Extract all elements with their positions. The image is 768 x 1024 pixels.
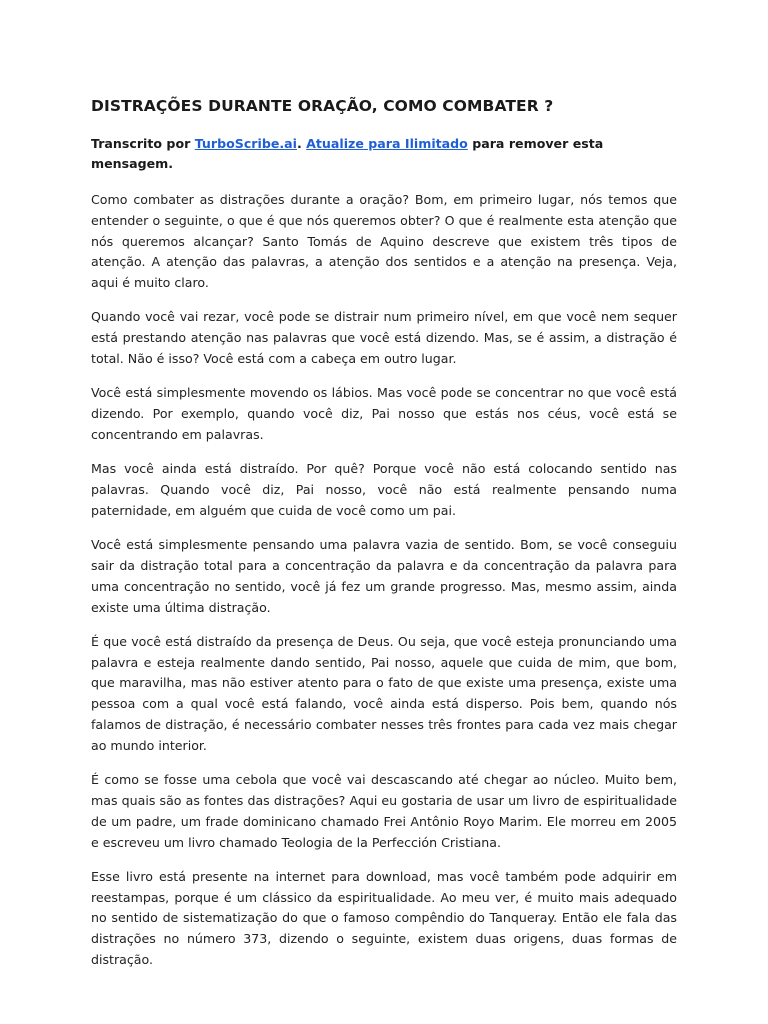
- upgrade-unlimited-link[interactable]: Atualize para Ilimitado: [306, 136, 468, 151]
- notice-prefix: Transcrito por: [91, 136, 195, 151]
- paragraph: Esse livro está presente na internet para download, mas você também pode adquirir em reestampas, porque é um clássico da espiritualidade. Ao meu ver, é muito mais adequado no sentido de sistematização do que o famoso compêndio do Tanqueray. Então ele fala das distrações no número 373, dizendo o seguinte, existem duas origens, duas formas de distração.: [91, 868, 677, 967]
- paragraph: Você está simplesmente pensando uma palavra vazia de sentido. Bom, se você conseguiu sair da distração total para a concentração da palavra e da concentração da palavra para uma concentração no sentido, você já fez um grande progresso. Mas, mesmo assim, ainda existe uma última distração.: [91, 537, 677, 615]
- notice-suffix: para remover esta mensagem.: [91, 136, 604, 171]
- turboscribe-link[interactable]: TurboScribe.ai: [194, 136, 297, 151]
- notice-separator: .: [296, 136, 307, 151]
- paragraph: Como combater as distrações durante a oração? Bom, em primeiro lugar, nós temos que entender o seguinte, o que é que nós queremos obter? O que é realmente esta atenção que nós queremos alcançar? Santo Tomás de Aquino descreve que existem três tipos de atenção. A atenção das palavras, a atenção dos sentidos e a atenção na presença. Veja, aqui é muito claro.: [91, 192, 677, 291]
- paragraph: É que você está distraído da presença de Deus. Ou seja, que você esteja pronunciando uma palavra e esteja realmente dando sentido, Pai nosso, aquele que cuida de mim, que bom, que maravilha, mas não estiver atento para o fato de que existe uma presença, existe uma pessoa com a qual você está falando, você ainda está disperso. Pois bem, quando nós falamos de distração, é necessário combater nesses três frontes para cada vez mais chegar ao mundo interior.: [91, 633, 677, 753]
- paragraph: Você está simplesmente movendo os lábios. Mas você pode se concentrar no que você está dizendo. Por exemplo, quando você diz, Pai nosso que estás nos céus, você está se concentrando em palavras.: [91, 385, 677, 442]
- paragraph: Quando você vai rezar, você pode se distrair num primeiro nível, em que você nem sequer está prestando atenção nas palavras que você está dizendo. Mas, se é assim, a distração é total. Não é isso? Você está com a cabeça em outro lugar.: [91, 309, 677, 367]
- paragraph: É como se fosse uma cebola que você vai descascando até chegar ao núcleo. Muito bem, mas quais são as fontes das distrações? Aqui eu gostaria de usar um livro de espiritualidade de um padre, um frade dominicano chamado Frei Antônio Royo Marim. Ele morreu em 2005 e escreveu um livro chamado Teologia de la Perfección Cristiana.: [91, 772, 677, 850]
- paragraph: Mas você ainda está distraído. Por quê? Porque você não está colocando sentido nas palavras. Quando você diz, Pai nosso, você não está realmente pensando numa paternidade, em alguém que cuida de você como um pai.: [91, 461, 677, 518]
- transcription-notice: [91, 134, 677, 174]
- document-title: DISTRAÇÕES DURANTE ORAÇÃO, COMO COMBATER ?: [91, 97, 554, 115]
